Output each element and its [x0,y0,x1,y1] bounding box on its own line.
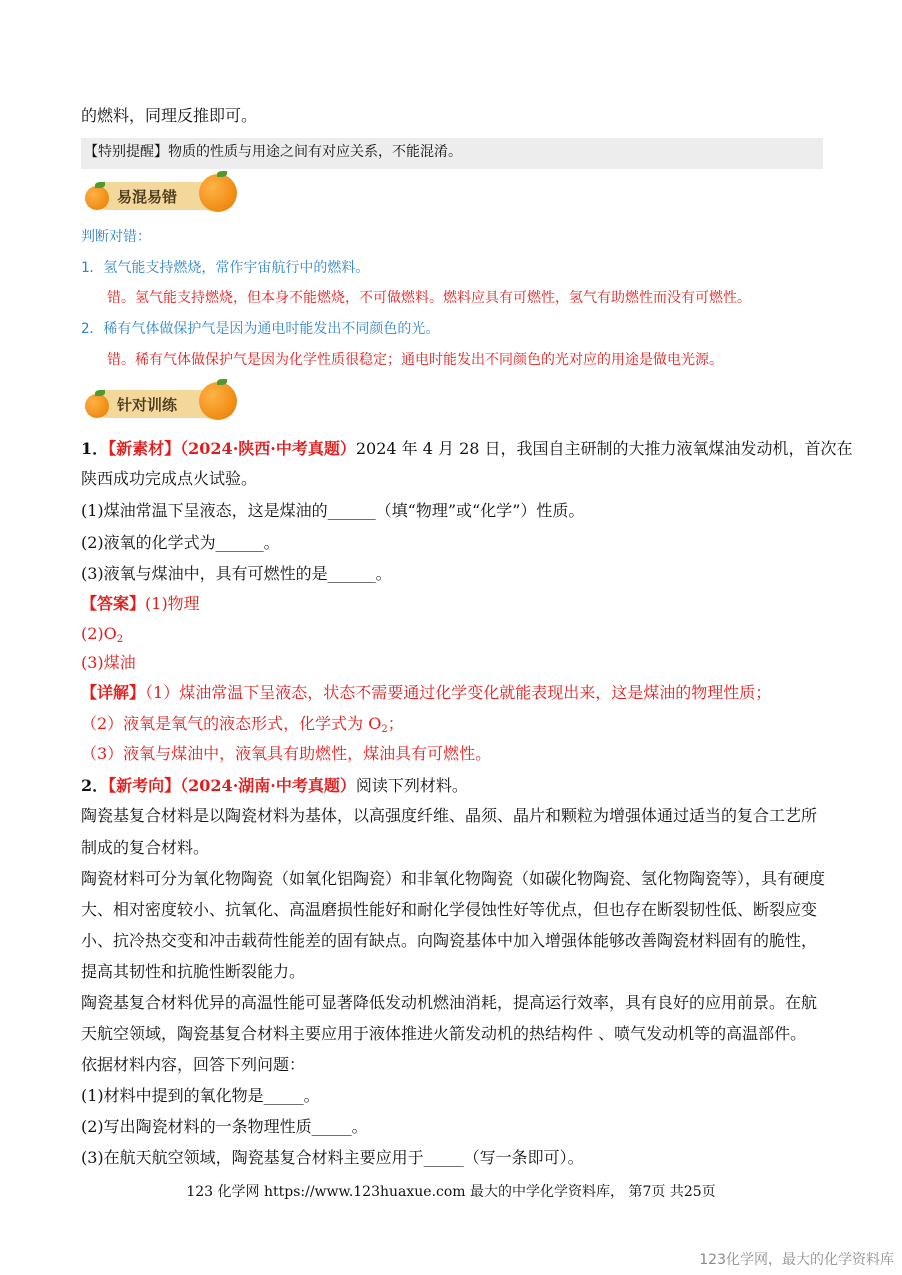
material-p2-b: 大、相对密度较小、抗氧化、高温磨损性能好和耐化学侵蚀性好等优点，但也存在断裂韧性低、断裂应变 [81,900,818,919]
detail-line-1 [81,683,771,703]
section-tag-label: 针对训练 [117,396,178,414]
question-1-sub-3: (3)液氧与煤油中，具有可燃性的是______。 [81,564,392,583]
question-2-sub-3: (3)在航天航空领域，陶瓷基复合材料主要应用于_____（写一条即可）。 [81,1148,584,1167]
orange-icon [85,394,109,418]
detail-2: （2）液氧是氧气的液态形式，化学式为 O [81,714,382,733]
continued-text: 的燃料，同理反推即可。 [81,106,258,125]
judge-answer-2: 错。稀有气体做保护气是因为化学性质很稳定；通电时能发出不同颜色的光对应的用途是做电光源。 [107,352,723,368]
orange-icon [199,382,237,420]
material-p1-b: 制成的复合材料。 [81,838,210,857]
question-2-sub-1: (1)材料中提到的氧化物是_____。 [81,1086,320,1105]
question-text: 阅读下列材料。 [355,776,468,795]
question-2-sub-2: (2)写出陶瓷材料的一条物理性质_____。 [81,1117,368,1136]
section-tag-confusable [83,174,235,218]
material-p1-a: 陶瓷基复合材料是以陶瓷材料为基体，以高强度纤维、晶须、晶片和颗粒为增强体通过适当的复合工艺所 [81,806,818,825]
special-tip-text: 【特别提醒】物质的性质与用途之间有对应关系，不能混淆。 [84,144,462,160]
leaf-icon [95,390,105,396]
question-text: 2024 年 4 月 28 日，我国自主研制的大推力液氧煤油发动机，首次在 [355,439,853,458]
site-watermark: 123化学网，最大的化学资料库 [699,1252,894,1268]
question-2-stem [81,776,468,796]
question-source: （2024·陕西·中考真题） [180,439,356,458]
question-1-stem [81,439,853,459]
leaf-icon [217,171,227,177]
leaf-icon [95,182,105,188]
leaf-icon [217,379,227,385]
judge-question-2: 2．稀有气体做保护气是因为通电时能发出不同颜色的光。 [81,321,440,337]
question-tag: 【新考向】 [108,776,181,795]
question-number: 2． [81,776,109,795]
answer-line-1 [81,594,200,614]
question-1-stem-cont: 陕西成功完成点火试验。 [81,469,258,488]
question-1-sub-1: (1)煤油常温下呈液态，这是煤油的______（填“物理”或“化学”）性质。 [81,501,585,520]
detail-line-3: （3）液氧与煤油中，液氧具有助燃性，煤油具有可燃性。 [81,744,492,763]
answer-line-2 [81,624,123,650]
material-p2-d: 提高其韧性和抗脆性断裂能力。 [81,962,306,981]
material-p4: 依据材料内容，回答下列问题： [81,1055,306,1074]
question-tag: 【新素材】 [108,439,181,458]
judge-answer-1: 错。氢气能支持燃烧，但本身不能燃烧，不可做燃料。燃料应具有可燃性，氢气有助燃性而没有可燃性。 [107,290,751,306]
orange-icon [199,174,237,212]
detail-2-subscript: 2 [381,724,388,735]
answer-line-3: (3)煤油 [81,653,136,672]
answer-2: (2)O [81,624,117,643]
section-tag-practice [83,382,235,426]
section-tag-label: 易混易错 [117,188,178,206]
material-p2-a: 陶瓷材料可分为氧化物陶瓷（如氧化铝陶瓷）和非氧化物陶瓷（如碳化物陶瓷、氢化物陶瓷等），具有硬度 [81,869,826,888]
detail-2-end: ； [387,714,404,733]
question-1-sub-2: (2)液氧的化学式为______。 [81,533,280,552]
special-tip-box [81,138,823,169]
detail-1: （1）煤油常温下呈液态，状态不需要通过化学变化就能表现出来，这是煤油的物理性质； [145,683,772,702]
question-source: （2024·湖南·中考真题） [180,776,356,795]
orange-icon [85,186,109,210]
answer-2-subscript: 2 [116,634,124,645]
detail-line-2 [81,714,404,740]
material-p3-b: 天航空领域，陶瓷基复合材料主要应用于液体推进火箭发动机的热结构件 、喷气发动机等的高温部件。 [81,1024,807,1043]
question-number: 1． [81,439,109,458]
material-p3-a: 陶瓷基复合材料优异的高温性能可显著降低发动机燃油消耗，提高运行效率，具有良好的应用前景。在航 [81,993,818,1012]
judge-question-1: 1．氢气能支持燃烧，常作宇宙航行中的燃料。 [81,260,370,276]
material-p2-c: 小、抗冷热交变和冲击载荷性能差的固有缺点。向陶瓷基体中加入增强体能够改善陶瓷材料固有的脆性， [81,931,818,950]
detail-label: 【详解】 [81,683,146,702]
page-footer: 123 化学网 https://www.123huaxue.com 最大的中学化学资料库， 第7页 共25页 [186,1184,716,1200]
answer-label: 【答案】 [81,594,146,613]
judge-intro: 判断对错： [81,229,151,245]
answer-1: (1)物理 [145,594,200,613]
